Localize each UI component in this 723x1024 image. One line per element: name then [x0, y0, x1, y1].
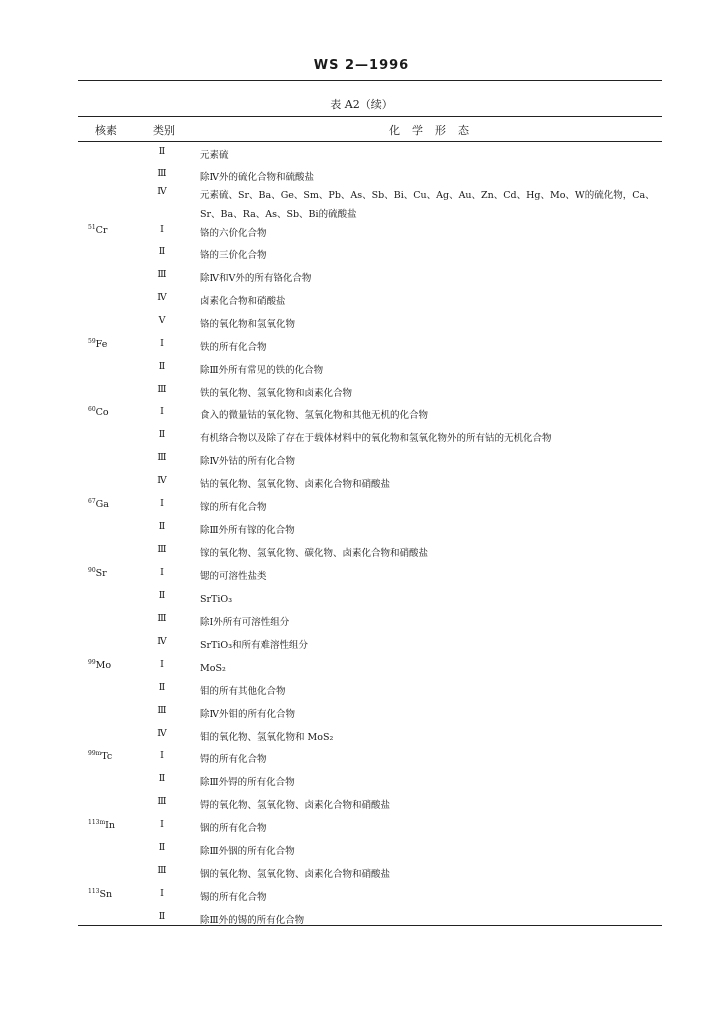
category-cell: Ⅱ	[158, 361, 166, 372]
table-row	[0, 567, 723, 587]
table-row	[0, 613, 723, 633]
element-symbol: Sn	[99, 889, 113, 900]
category-cell: Ⅰ	[160, 224, 164, 235]
table-row	[0, 452, 723, 472]
mass-number: 59	[88, 338, 96, 345]
category-cell: Ⅱ	[158, 590, 166, 601]
chemical-form-cell: 除Ⅲ外所有镓的化合物	[200, 525, 295, 536]
chemical-form-cell: 钼的所有其他化合物	[200, 686, 286, 697]
chemical-form-cell: 锶的可溶性盐类	[200, 571, 267, 582]
table-row	[0, 406, 723, 426]
table-bottom-rule	[78, 925, 662, 926]
chemical-form-cell: 有机络合物以及除了存在于载体材料中的氧化物和氢氧化物外的所有钴的无机化合物	[200, 433, 552, 444]
table-row	[0, 865, 723, 885]
table-row	[0, 475, 723, 495]
table-row	[0, 269, 723, 289]
category-cell: Ⅳ	[157, 292, 167, 303]
chemical-form-cell: 铬的六价化合物	[200, 228, 267, 239]
chemical-form-cell: 镓的所有化合物	[200, 502, 267, 513]
column-header-nuclide: 核素	[95, 124, 117, 137]
category-cell: Ⅰ	[160, 659, 164, 670]
element-symbol: Fe	[95, 339, 108, 350]
nuclide-cell	[88, 567, 138, 579]
chemical-form-cell: 铟的氧化物、氢氧化物、卤素化合物和硝酸盐	[200, 869, 391, 880]
category-cell: Ⅲ	[157, 269, 167, 280]
header-bottom-rule	[78, 141, 662, 142]
chemical-form-cell: 卤素化合物和硝酸盐	[200, 296, 286, 307]
category-cell: Ⅲ	[157, 384, 167, 395]
chemical-form-cell: 除Ⅳ外钴的所有化合物	[200, 456, 295, 467]
chemical-form-cell: 除Ⅳ外的硫化合物和硫酸盐	[200, 172, 314, 183]
element-symbol: Sr	[95, 568, 107, 579]
chemical-form-cell: 除Ⅰ外所有可溶性组分	[200, 617, 290, 628]
category-cell: Ⅱ	[158, 911, 166, 922]
table-row	[0, 224, 723, 244]
table-row	[0, 842, 723, 862]
mass-number: 60	[88, 406, 96, 413]
element-symbol: Tc	[101, 751, 113, 762]
table-row	[0, 361, 723, 381]
nuclide-cell	[88, 498, 138, 510]
chemical-form-cell: 铁的氧化物、氢氧化物和卤素化合物	[200, 388, 353, 399]
category-cell: Ⅱ	[158, 429, 166, 440]
category-cell: Ⅰ	[160, 888, 164, 899]
category-cell: Ⅱ	[158, 773, 166, 784]
chemical-form-cell: 铟的所有化合物	[200, 823, 267, 834]
chemical-form-cell: 除Ⅳ和Ⅴ外的所有铬化合物	[200, 273, 312, 284]
category-cell: Ⅳ	[157, 186, 167, 197]
category-cell: Ⅰ	[160, 406, 164, 417]
category-cell: Ⅱ	[158, 246, 166, 257]
category-cell: Ⅲ	[157, 865, 167, 876]
table-row	[0, 659, 723, 679]
table-top-rule	[78, 116, 662, 117]
element-symbol: Ga	[95, 499, 109, 510]
table-row	[0, 146, 723, 166]
category-cell: Ⅲ	[157, 452, 167, 463]
chemical-form-cell: 元素硫、Sr、Ba、Ge、Sm、Pb、As、Sb、Bi、Cu、Ag、Au、Zn、Cd、Hg、Mo、W的硫化物，Ca、Sr、Ba、Ra、As、Sb、Bi的硫酸盐	[200, 190, 655, 220]
element-symbol: Cr	[95, 225, 108, 236]
table-row	[0, 590, 723, 610]
mass-number: 99m	[88, 750, 102, 757]
column-header-category: 类别	[153, 124, 175, 137]
category-cell: Ⅱ	[158, 842, 166, 853]
nuclide-cell	[88, 406, 138, 418]
table-row	[0, 292, 723, 312]
category-cell: Ⅳ	[157, 475, 167, 486]
category-cell: Ⅲ	[157, 613, 167, 624]
chemical-form-cell: MoS₂	[200, 663, 226, 674]
chemical-form-cell: 除Ⅲ外锝的所有化合物	[200, 777, 295, 788]
category-cell: Ⅱ	[158, 146, 166, 157]
table-row	[0, 384, 723, 404]
element-symbol: Co	[95, 407, 109, 418]
chemical-form-cell: 铬的氧化物和氢氧化物	[200, 319, 296, 330]
chemical-form-cell: 除Ⅲ外的锡的所有化合物	[200, 915, 305, 926]
category-cell: Ⅲ	[157, 544, 167, 555]
table-row	[0, 186, 723, 220]
table-row	[0, 498, 723, 518]
chemical-form-cell: 铬的三价化合物	[200, 250, 267, 261]
category-cell: Ⅲ	[157, 705, 167, 716]
mass-number: 113	[88, 888, 100, 895]
category-cell: Ⅰ	[160, 338, 164, 349]
chemical-form-cell: 锝的氧化物、氢氧化物、卤素化合物和硝酸盐	[200, 800, 391, 811]
mass-number: 99	[88, 659, 96, 666]
table-row	[0, 246, 723, 266]
element-symbol: In	[105, 820, 116, 831]
mass-number: 113m	[88, 819, 106, 826]
chemical-form-cell: 锡的所有化合物	[200, 892, 267, 903]
table-title: 表 A2（续）	[330, 98, 393, 111]
chemical-form-cell: 钴的氧化物、氢氧化物、卤素化合物和硝酸盐	[200, 479, 391, 490]
chemical-form-cell: 除Ⅲ外铟的所有化合物	[200, 846, 295, 857]
category-cell: Ⅴ	[158, 315, 166, 326]
element-symbol: Mo	[95, 660, 112, 671]
column-header-chemical-form: 化学形态	[389, 124, 481, 137]
nuclide-cell	[88, 888, 138, 900]
mass-number: 51	[88, 224, 96, 231]
category-cell: Ⅰ	[160, 567, 164, 578]
category-cell: Ⅳ	[157, 728, 167, 739]
chemical-form-cell: SrTiO₃	[200, 594, 233, 605]
nuclide-cell	[88, 819, 138, 831]
table-row	[0, 888, 723, 908]
chemical-form-cell: 镓的氧化物、氢氧化物、碳化物、卤素化合物和硝酸盐	[200, 548, 429, 559]
table-row	[0, 682, 723, 702]
category-cell: Ⅰ	[160, 819, 164, 830]
nuclide-cell	[88, 224, 138, 236]
document-header: WS 2—1996	[313, 58, 410, 73]
table-row	[0, 796, 723, 816]
table-row	[0, 728, 723, 748]
category-cell: Ⅲ	[157, 168, 167, 179]
chemical-form-cell: 除Ⅳ外钼的所有化合物	[200, 709, 295, 720]
category-cell: Ⅱ	[158, 521, 166, 532]
table-row	[0, 750, 723, 770]
table-row	[0, 911, 723, 931]
table-row	[0, 168, 723, 188]
table-row	[0, 636, 723, 656]
nuclide-cell	[88, 750, 138, 762]
table-row	[0, 521, 723, 541]
mass-number: 67	[88, 498, 96, 505]
nuclide-cell	[88, 338, 138, 350]
table-row	[0, 773, 723, 793]
chemical-form-cell: SrTiO₃和所有难溶性组分	[200, 640, 309, 651]
category-cell: Ⅰ	[160, 750, 164, 761]
table-row	[0, 338, 723, 358]
header-rule	[78, 80, 662, 81]
mass-number: 90	[88, 567, 96, 574]
table-row	[0, 705, 723, 725]
table-row	[0, 819, 723, 839]
table-row	[0, 544, 723, 564]
chemical-form-cell: 元素硫	[200, 150, 229, 161]
chemical-form-cell: 铁的所有化合物	[200, 342, 267, 353]
chemical-form-cell: 钼的氧化物、氢氧化物和 MoS₂	[200, 732, 334, 743]
category-cell: Ⅱ	[158, 682, 166, 693]
chemical-form-cell: 除Ⅲ外所有常见的铁的化合物	[200, 365, 324, 376]
chemical-form-cell: 食入的微量钴的氧化物、氢氧化物和其他无机的化合物	[200, 410, 429, 421]
category-cell: Ⅳ	[157, 636, 167, 647]
category-cell: Ⅰ	[160, 498, 164, 509]
nuclide-cell	[88, 659, 138, 671]
table-row	[0, 429, 723, 449]
category-cell: Ⅲ	[157, 796, 167, 807]
chemical-form-cell: 锝的所有化合物	[200, 754, 267, 765]
table-row	[0, 315, 723, 335]
